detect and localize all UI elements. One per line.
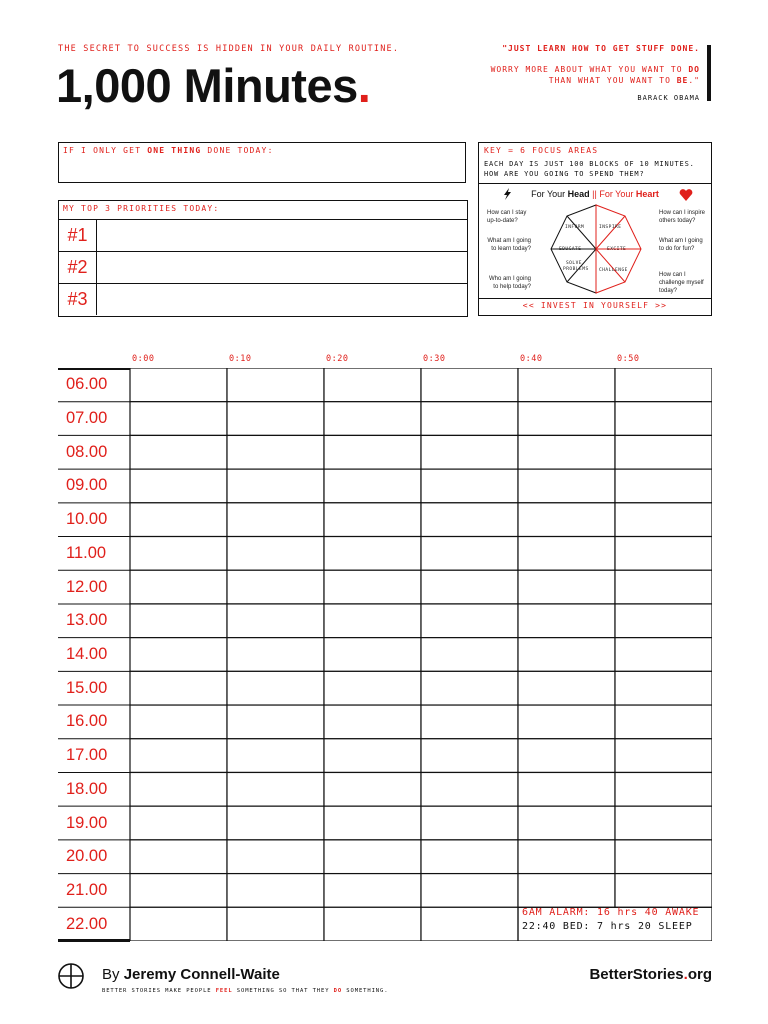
page-title: [56, 58, 370, 113]
area-challenge: CHALLENGE: [599, 268, 628, 273]
time-slot-cell[interactable]: [324, 671, 421, 705]
key-sub-1: EACH DAY IS JUST 100 BLOCKS OF 10 MINUTES.: [484, 160, 695, 168]
time-slot-cell[interactable]: [615, 435, 712, 469]
quote-be: BE: [676, 76, 689, 85]
quote-author: BARACK OBAMA: [637, 94, 700, 102]
time-slot-cell[interactable]: [130, 907, 227, 941]
key-subtitle: [484, 159, 695, 179]
time-slot-cell[interactable]: [227, 671, 324, 705]
time-slot-cell[interactable]: [324, 503, 421, 537]
time-slot-cell[interactable]: [324, 368, 421, 402]
quote-line-1: "JUST LEARN HOW TO GET STUFF DONE.: [502, 44, 700, 53]
slogan-c: SOMETHING SO THAT THEY: [232, 988, 334, 994]
column-header: 0:10: [229, 354, 252, 364]
hour-label: 16.00: [66, 712, 108, 731]
time-slot-cell[interactable]: [421, 503, 518, 537]
hour-label: 20.00: [66, 847, 108, 866]
hour-label: 14.00: [66, 645, 108, 663]
time-slot-cell[interactable]: [227, 739, 324, 773]
time-slot-cell[interactable]: [130, 368, 227, 402]
time-slot-cell[interactable]: [518, 402, 615, 436]
quote-end: .": [688, 76, 700, 85]
priority-row-1[interactable]: [59, 219, 467, 251]
time-slot-cell[interactable]: [518, 469, 615, 503]
time-slot-cell[interactable]: [324, 840, 421, 874]
time-slot-cell[interactable]: [421, 570, 518, 604]
hour-label: 21.00: [66, 880, 108, 899]
time-slot-cell[interactable]: [324, 570, 421, 604]
question-challenge: How can I challenge myself today?: [659, 272, 704, 294]
one-thing-label: [63, 146, 274, 155]
key-title: KEY = 6 FOCUS AREAS: [484, 146, 599, 155]
column-header: 0:00: [132, 354, 155, 364]
time-slot-cell[interactable]: [130, 806, 227, 840]
time-slot-cell[interactable]: [615, 705, 712, 739]
hour-label: 13.00: [66, 611, 108, 630]
question-inform: How can I stay up-to-date?: [487, 210, 527, 224]
area-educate: EDUCATE: [559, 247, 582, 252]
time-slot-cell[interactable]: [130, 537, 227, 571]
priorities-box: [58, 200, 468, 317]
column-header: 0:30: [423, 354, 446, 364]
time-slot-cell[interactable]: [518, 806, 615, 840]
time-slot-cell[interactable]: [518, 705, 615, 739]
site-name: BetterStories: [589, 966, 684, 983]
time-slot-cell[interactable]: [227, 604, 324, 638]
time-slot-cell[interactable]: [518, 840, 615, 874]
time-slot-cell[interactable]: [518, 570, 615, 604]
question-educate: What am I going to learn today?: [487, 238, 531, 252]
time-slot-cell[interactable]: [615, 671, 712, 705]
grid-bottom-line: [58, 939, 130, 942]
time-slot-cell[interactable]: [227, 705, 324, 739]
hour-label: 15.00: [66, 678, 108, 697]
column-header: 0:20: [326, 354, 349, 364]
hour-label: 18.00: [66, 779, 108, 798]
head-heart-heading: [479, 189, 711, 199]
hour-label: 10.00: [66, 510, 108, 529]
time-slot-cell[interactable]: [421, 671, 518, 705]
bed-summary: 22:40 BED: 7 hrs 20 SLEEP: [522, 921, 693, 932]
quote-line-2-text: WORRY MORE ABOUT WHAT YOU WANT TO: [490, 65, 689, 74]
head-heart-separator: ||: [589, 189, 600, 199]
column-header: 0:50: [617, 354, 640, 364]
quote-line-3: [491, 75, 700, 86]
time-slot-cell[interactable]: [324, 739, 421, 773]
time-slot-cell[interactable]: [130, 435, 227, 469]
time-slot-cell[interactable]: [421, 469, 518, 503]
time-slot-cell[interactable]: [421, 907, 518, 941]
time-slot-cell[interactable]: [518, 503, 615, 537]
time-slot-cell[interactable]: [615, 368, 712, 402]
time-slot-cell[interactable]: [130, 840, 227, 874]
site-link[interactable]: [589, 966, 712, 983]
time-slot-cell[interactable]: [227, 840, 324, 874]
time-slot-cell[interactable]: [615, 570, 712, 604]
time-slot-cell[interactable]: [130, 705, 227, 739]
time-slot-cell[interactable]: [421, 705, 518, 739]
time-slot-cell[interactable]: [421, 604, 518, 638]
time-slot-cell[interactable]: [518, 537, 615, 571]
quote-line-3-text: THAN WHAT YOU WANT TO: [548, 76, 677, 85]
time-slot-cell[interactable]: [324, 604, 421, 638]
area-inspire: INSPIRE: [599, 225, 622, 230]
time-slot-cell[interactable]: [227, 772, 324, 806]
time-slot-cell[interactable]: [227, 537, 324, 571]
time-slot-cell[interactable]: [130, 671, 227, 705]
time-slot-cell[interactable]: [130, 402, 227, 436]
time-slot-cell[interactable]: [421, 806, 518, 840]
time-slot-cell[interactable]: [421, 874, 518, 908]
hour-label: 11.00: [66, 543, 107, 562]
page-title-text: 1,000 Minutes: [56, 59, 358, 112]
time-slot-cell[interactable]: [324, 435, 421, 469]
time-slot-cell[interactable]: [130, 469, 227, 503]
time-slot-cell[interactable]: [518, 368, 615, 402]
title-dot: .: [357, 59, 371, 112]
priority-row-3[interactable]: [59, 283, 467, 315]
area-excite: EXCITE: [607, 247, 627, 252]
area-solve-problems: SOLVE PROBLEMS: [563, 261, 589, 272]
slogan-do: DO: [333, 988, 343, 994]
alarm-summary: 6AM ALARM: 16 hrs 40 AWAKE: [522, 907, 700, 918]
time-slot-cell[interactable]: [615, 469, 712, 503]
time-slot-cell[interactable]: [227, 503, 324, 537]
time-slot-cell[interactable]: [518, 671, 615, 705]
site-dot: .: [683, 966, 688, 983]
time-slot-cell[interactable]: [324, 874, 421, 908]
time-slot-cell[interactable]: [227, 368, 324, 402]
author-name: Jeremy Connell-Waite: [123, 966, 280, 983]
priority-row-2[interactable]: [59, 251, 467, 283]
time-slot-cell[interactable]: [518, 638, 615, 672]
hour-label: 06.00: [66, 375, 108, 394]
time-slot-cell[interactable]: [324, 705, 421, 739]
time-slot-cell[interactable]: [421, 739, 518, 773]
schedule-grid[interactable]: [58, 368, 712, 941]
slogan-e: SOMETHING.: [342, 988, 389, 994]
time-slot-cell[interactable]: [227, 469, 324, 503]
key-sub-2: HOW ARE YOU GOING TO SPEND THEM?: [484, 170, 645, 178]
time-slot-cell[interactable]: [227, 907, 324, 941]
time-slot-cell[interactable]: [227, 806, 324, 840]
site-tld: org: [687, 966, 712, 983]
question-excite: What am I going to do for fun?: [659, 238, 703, 252]
footer-slogan: [102, 988, 388, 994]
time-slot-cell[interactable]: [130, 772, 227, 806]
question-inspire: How can I inspire others today?: [659, 210, 706, 224]
one-thing-label-a: IF I ONLY GET: [63, 146, 148, 155]
time-slot-cell[interactable]: [227, 874, 324, 908]
time-slot-cell[interactable]: [518, 604, 615, 638]
time-slot-cell[interactable]: [518, 435, 615, 469]
time-slot-cell[interactable]: [615, 772, 712, 806]
time-slot-cell[interactable]: [324, 469, 421, 503]
one-thing-label-c: DONE TODAY:: [201, 146, 274, 155]
time-slot-cell[interactable]: [615, 840, 712, 874]
focus-hexagon-diagram: [537, 203, 655, 295]
question-solve: Who am I going to help today?: [488, 276, 531, 290]
lightning-icon: [501, 188, 513, 200]
time-slot-cell[interactable]: [421, 402, 518, 436]
time-slot-cell[interactable]: [130, 503, 227, 537]
one-thing-emphasis: ONE THING: [147, 146, 202, 155]
time-slot-cell[interactable]: [324, 638, 421, 672]
time-slot-cell[interactable]: [615, 402, 712, 436]
quote-block: [491, 43, 700, 104]
time-slot-cell[interactable]: [227, 570, 324, 604]
by-prefix: By: [102, 966, 124, 983]
heart-prefix: For Your: [599, 189, 636, 199]
time-slot-cell[interactable]: [421, 772, 518, 806]
priority-number: #3: [59, 284, 97, 315]
time-slot-cell[interactable]: [421, 840, 518, 874]
sleep-summary: [522, 906, 699, 934]
time-slot-cell[interactable]: [130, 570, 227, 604]
heart-icon: [679, 189, 693, 201]
time-slot-cell[interactable]: [421, 537, 518, 571]
time-slot-cell[interactable]: [518, 874, 615, 908]
time-slot-cell[interactable]: [324, 537, 421, 571]
time-slot-cell[interactable]: [130, 604, 227, 638]
heart-word: Heart: [635, 189, 659, 199]
key-footer-divider: [479, 298, 711, 299]
time-slot-cell[interactable]: [518, 739, 615, 773]
time-slot-cell[interactable]: [421, 368, 518, 402]
author-byline: [102, 966, 280, 983]
time-slot-cell[interactable]: [615, 604, 712, 638]
column-header: 0:40: [520, 354, 543, 364]
time-slot-cell[interactable]: [615, 503, 712, 537]
crosshair-logo-icon: [58, 963, 84, 989]
hour-label: 07.00: [66, 409, 108, 428]
hour-label: 17.00: [66, 746, 108, 765]
time-slot-cell[interactable]: [615, 806, 712, 840]
slogan-a: BETTER STORIES MAKE PEOPLE: [102, 988, 216, 994]
time-slot-cell[interactable]: [227, 435, 324, 469]
time-slot-cell[interactable]: [324, 907, 421, 941]
slogan-feel: FEEL: [215, 988, 233, 994]
time-slot-cell[interactable]: [130, 739, 227, 773]
key-footer: << INVEST IN YOURSELF >>: [522, 301, 668, 310]
time-slot-cell[interactable]: [615, 638, 712, 672]
hour-label: 12.00: [66, 577, 108, 596]
time-slot-cell[interactable]: [421, 435, 518, 469]
area-inform: INFORM: [565, 225, 585, 230]
one-thing-box[interactable]: [58, 142, 466, 183]
head-prefix: For Your: [531, 189, 568, 199]
tagline: THE SECRET TO SUCCESS IS HIDDEN IN YOUR DAILY ROUTINE.: [58, 44, 400, 54]
time-slot-cell[interactable]: [324, 402, 421, 436]
time-slot-cell[interactable]: [421, 638, 518, 672]
quote-bar: [707, 45, 711, 101]
hour-label: 22.00: [66, 914, 108, 933]
time-slot-cell[interactable]: [130, 638, 227, 672]
time-slot-cell[interactable]: [324, 806, 421, 840]
focus-key-box: [478, 142, 712, 316]
hour-label: 09.00: [66, 476, 108, 495]
head-word: Head: [567, 189, 590, 199]
priority-number: #1: [59, 220, 97, 251]
time-slot-cell[interactable]: [518, 772, 615, 806]
hour-label: 19.00: [66, 813, 108, 832]
time-slot-cell[interactable]: [615, 537, 712, 571]
quote-do: DO: [688, 65, 700, 74]
quote-line-2: [491, 64, 700, 75]
priorities-label: MY TOP 3 PRIORITIES TODAY:: [63, 204, 220, 213]
time-slot-cell[interactable]: [130, 874, 227, 908]
hour-label: 08.00: [66, 442, 108, 461]
time-slot-cell[interactable]: [615, 874, 712, 908]
time-slot-cell[interactable]: [615, 739, 712, 773]
time-slot-cell[interactable]: [227, 402, 324, 436]
priority-number: #2: [59, 252, 97, 283]
key-divider: [479, 183, 711, 184]
time-slot-cell[interactable]: [227, 638, 324, 672]
time-slot-cell[interactable]: [324, 772, 421, 806]
